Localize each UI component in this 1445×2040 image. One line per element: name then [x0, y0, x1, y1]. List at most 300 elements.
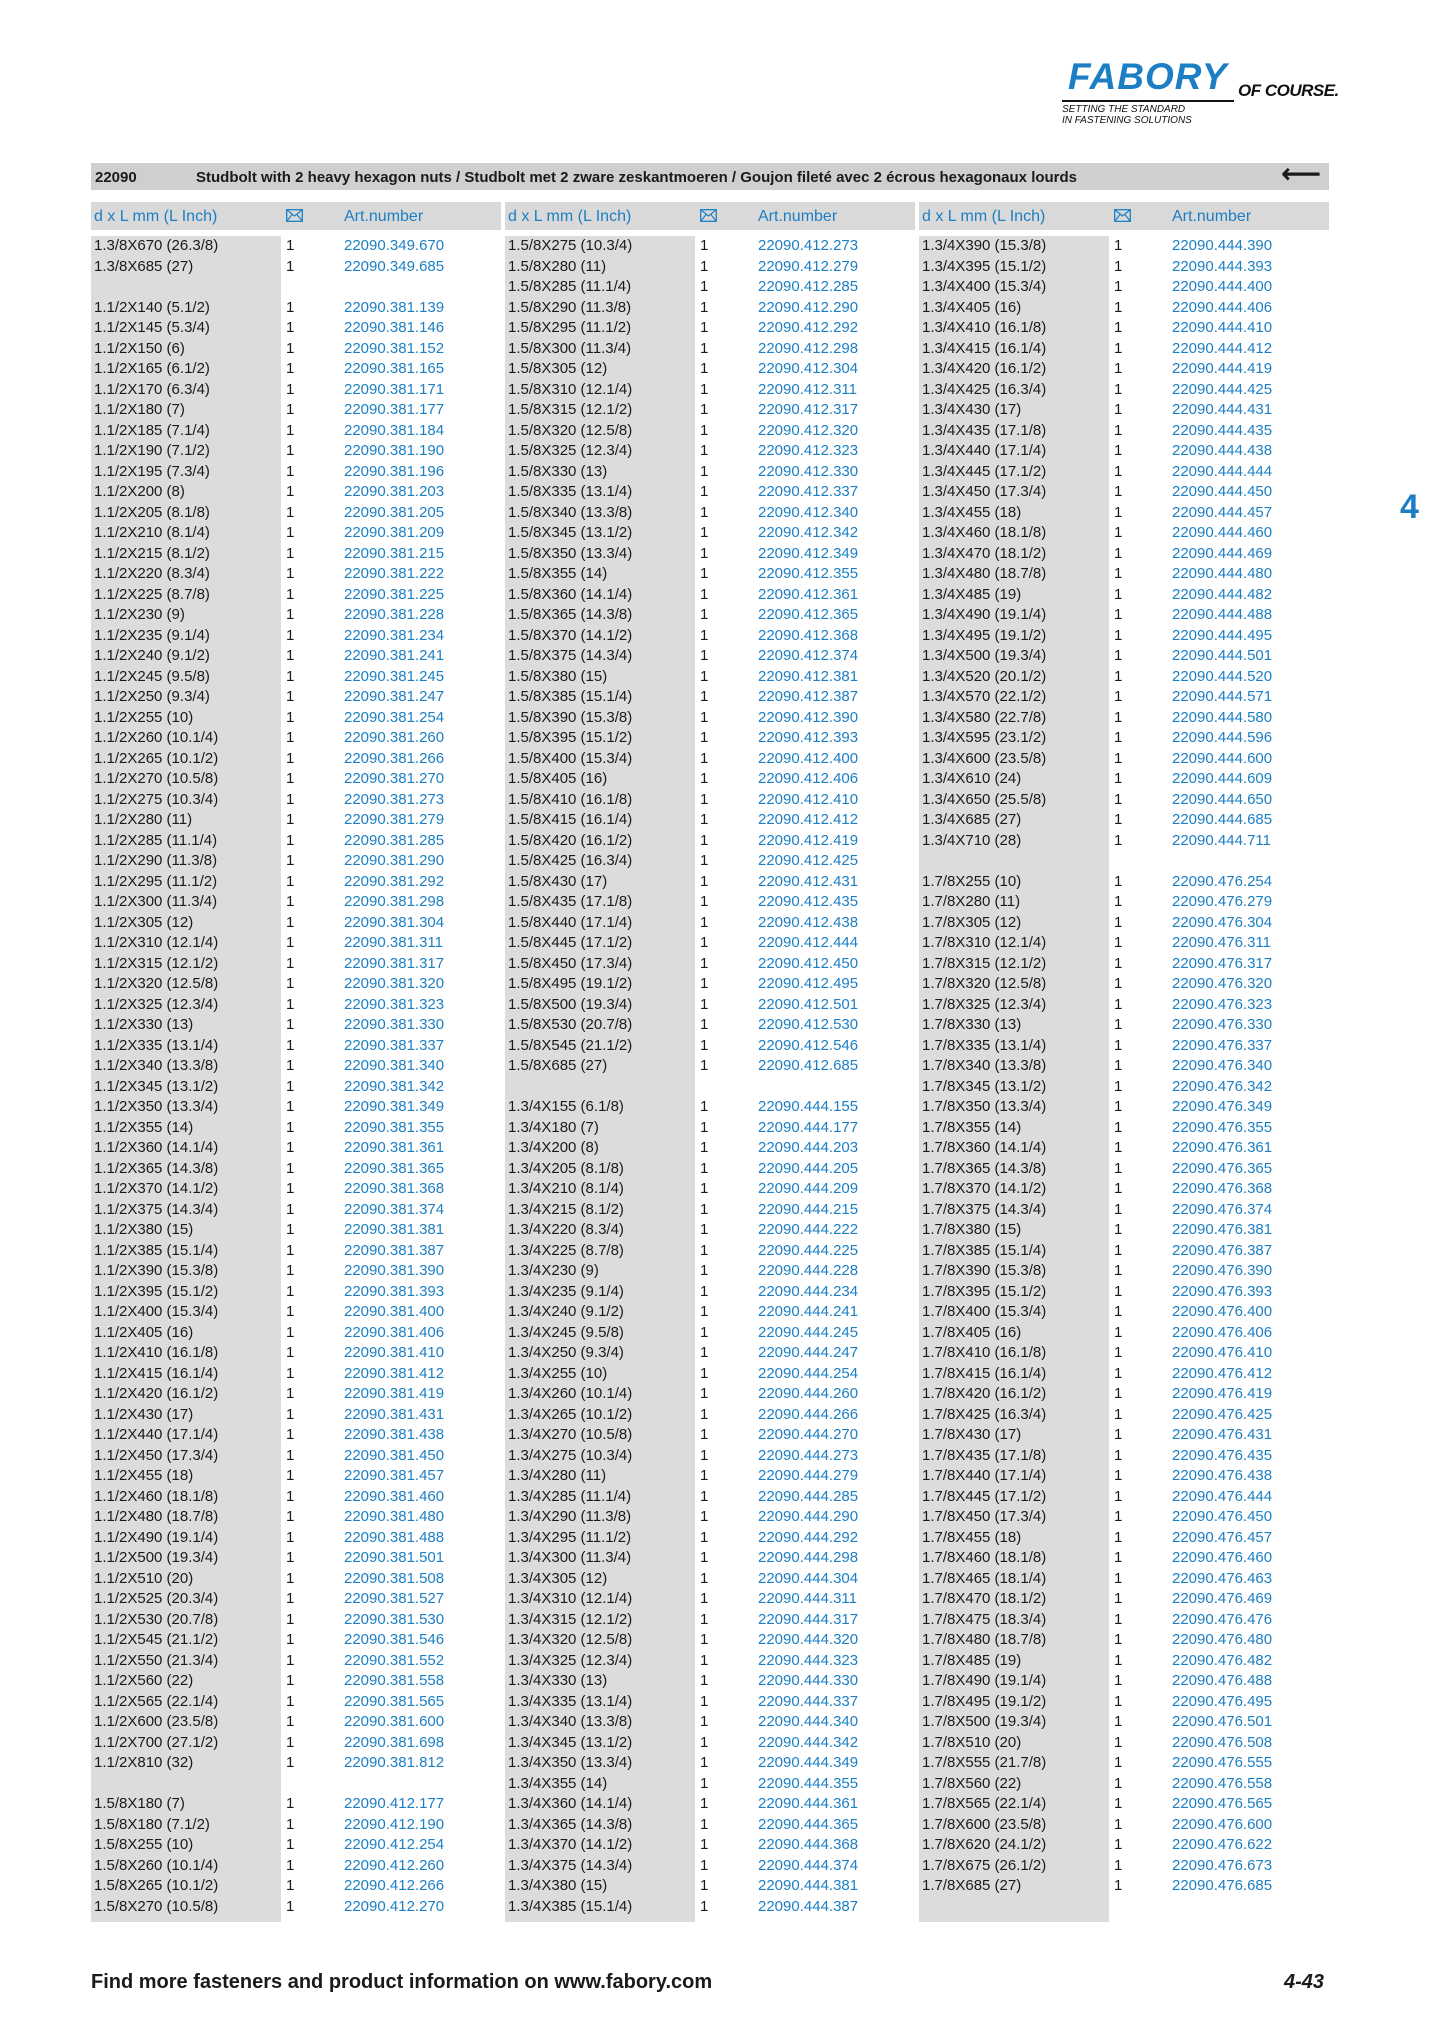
- table-row: [91, 790, 501, 811]
- article-number-link[interactable]: 22090.381.361: [344, 1139, 445, 1156]
- article-number-link[interactable]: 22090.381.152: [344, 339, 445, 357]
- header-dimension: d x L mm (L Inch): [508, 208, 632, 225]
- article-number-link[interactable]: 22090.381.552: [344, 1651, 445, 1669]
- dimension-cell: 1.1/2X460 (18.1/8): [94, 1487, 219, 1505]
- article-number-link[interactable]: 22090.476.508: [1172, 1733, 1273, 1751]
- table-row: [919, 1343, 1329, 1364]
- article-number-link[interactable]: 22090.476.381: [1172, 1221, 1273, 1238]
- quantity-cell: 1: [286, 1262, 295, 1279]
- article-number-link[interactable]: 22090.476.457: [1172, 1528, 1273, 1546]
- article-number-link[interactable]: 22090.444.469: [1172, 544, 1273, 562]
- article-number-link[interactable]: 22090.476.374: [1172, 1200, 1273, 1218]
- article-number-link[interactable]: 22090.444.374: [758, 1856, 859, 1874]
- article-number-link[interactable]: 22090.381.234: [344, 626, 445, 644]
- article-number-link[interactable]: 22090.381.460: [344, 1487, 445, 1505]
- table-row: [919, 995, 1329, 1016]
- article-number-link[interactable]: 22090.444.711: [1172, 831, 1271, 849]
- article-number-link[interactable]: 22090.381.480: [344, 1508, 445, 1525]
- article-number-link[interactable]: 22090.381.171: [344, 380, 445, 398]
- article-number-link[interactable]: 22090.381.501: [344, 1549, 445, 1566]
- article-number-link[interactable]: 22090.412.342: [758, 524, 859, 541]
- dimension-cell: 1.1/2X375 (14.3/4): [94, 1200, 219, 1218]
- article-number-link[interactable]: 22090.444.600: [1172, 749, 1273, 767]
- table-row: [505, 1384, 915, 1405]
- article-number-link[interactable]: 22090.412.546: [758, 1036, 859, 1054]
- article-number-link[interactable]: 22090.476.495: [1172, 1692, 1273, 1710]
- quantity-cell: 1: [700, 1200, 709, 1218]
- article-number-link[interactable]: 22090.476.368: [1172, 1180, 1273, 1197]
- quantity-cell: 1: [286, 1405, 295, 1423]
- article-number-link[interactable]: 22090.444.349: [758, 1754, 859, 1771]
- article-number-link[interactable]: 22090.444.355: [758, 1774, 859, 1792]
- article-number-link[interactable]: 22090.349.685: [344, 257, 445, 275]
- article-number-link[interactable]: 22090.412.290: [758, 298, 859, 316]
- article-number-link[interactable]: 22090.412.304: [758, 360, 859, 377]
- article-number-link[interactable]: 22090.444.460: [1172, 524, 1273, 541]
- article-number-link[interactable]: 22090.381.320: [344, 975, 445, 992]
- article-number-link[interactable]: 22090.381.317: [344, 954, 445, 972]
- table-row: [505, 564, 915, 585]
- quantity-cell: 1: [286, 1446, 295, 1464]
- article-number-link[interactable]: 22090.381.225: [344, 585, 445, 603]
- dimension-cell: 1.5/8X435 (17.1/8): [508, 893, 633, 910]
- article-number-link[interactable]: 22090.476.254: [1172, 872, 1273, 890]
- article-number-link[interactable]: 22090.412.495: [758, 975, 859, 992]
- article-number-link[interactable]: 22090.444.260: [758, 1385, 859, 1402]
- article-number-link[interactable]: 22090.444.520: [1172, 667, 1273, 685]
- article-number-link[interactable]: 22090.444.393: [1172, 257, 1273, 275]
- quantity-cell: 1: [1114, 688, 1123, 705]
- table-row: [91, 1507, 501, 1528]
- article-number-link[interactable]: 22090.381.215: [344, 544, 445, 562]
- quantity-cell: 1: [286, 544, 295, 562]
- article-number-link[interactable]: 22090.444.273: [758, 1446, 859, 1464]
- article-number-link[interactable]: 22090.412.355: [758, 565, 859, 582]
- article-number-link[interactable]: 22090.381.165: [344, 360, 445, 377]
- article-number-link[interactable]: 22090.381.337: [344, 1036, 445, 1054]
- article-number-link[interactable]: 22090.412.419: [758, 831, 859, 849]
- article-number-link[interactable]: 22090.476.390: [1172, 1262, 1273, 1279]
- article-number-link[interactable]: 22090.444.330: [758, 1672, 859, 1689]
- footer-link-text[interactable]: Find more fasteners and product information on www.fabory.com: [91, 1971, 713, 1993]
- article-number-link[interactable]: 22090.381.209: [344, 524, 445, 541]
- article-number-link[interactable]: 22090.444.406: [1172, 298, 1273, 316]
- article-number-link[interactable]: 22090.412.311: [758, 380, 857, 398]
- article-number-link[interactable]: 22090.381.508: [344, 1569, 445, 1587]
- quantity-cell: 1: [700, 1016, 709, 1033]
- article-number-link[interactable]: 22090.444.298: [758, 1549, 859, 1566]
- article-number-link[interactable]: 22090.444.323: [758, 1651, 859, 1669]
- article-number-link[interactable]: 22090.381.146: [344, 319, 445, 336]
- table-row: [919, 667, 1329, 688]
- article-number-link[interactable]: 22090.476.463: [1172, 1569, 1273, 1587]
- article-number-link[interactable]: 22090.444.340: [758, 1713, 859, 1730]
- article-number-link[interactable]: 22090.444.650: [1172, 790, 1273, 808]
- article-number-link[interactable]: 22090.476.387: [1172, 1241, 1273, 1259]
- article-number-link[interactable]: 22090.412.685: [758, 1057, 859, 1074]
- dimension-cell: 1.1/2X180 (7): [94, 401, 185, 418]
- article-number-link[interactable]: 22090.444.381: [758, 1877, 859, 1894]
- article-number-link[interactable]: 22090.476.673: [1172, 1856, 1273, 1874]
- article-number-link[interactable]: 22090.381.431: [344, 1405, 445, 1423]
- quantity-cell: 1: [700, 1631, 709, 1648]
- dimension-cell: 1.7/8X565 (22.1/4): [922, 1795, 1047, 1812]
- article-number-link[interactable]: 22090.412.349: [758, 544, 859, 562]
- article-number-link[interactable]: 22090.381.698: [344, 1733, 445, 1751]
- article-number-link[interactable]: 22090.381.600: [344, 1713, 445, 1730]
- article-number-link[interactable]: 22090.476.460: [1172, 1549, 1273, 1566]
- article-number-link[interactable]: 22090.381.410: [344, 1344, 445, 1361]
- dimension-cell: 1.1/2X150 (6): [94, 339, 185, 357]
- article-number-link[interactable]: 22090.412.410: [758, 790, 859, 808]
- article-number-link[interactable]: 22090.444.337: [758, 1692, 859, 1710]
- article-number-link[interactable]: 22090.444.685: [1172, 811, 1273, 828]
- article-number-link[interactable]: 22090.444.234: [758, 1282, 859, 1300]
- article-number-link[interactable]: 22090.476.311: [1172, 934, 1271, 951]
- article-number-link[interactable]: 22090.412.298: [758, 339, 859, 357]
- article-number-link[interactable]: 22090.444.241: [758, 1303, 859, 1320]
- dimension-cell: 1.5/8X370 (14.1/2): [508, 626, 633, 644]
- article-number-link[interactable]: 22090.476.279: [1172, 893, 1273, 910]
- table-row: [505, 1897, 915, 1918]
- article-number-link[interactable]: 22090.444.342: [758, 1733, 859, 1751]
- article-number-link[interactable]: 22090.444.317: [758, 1610, 859, 1628]
- article-number-link[interactable]: 22090.381.365: [344, 1159, 445, 1177]
- article-number-link[interactable]: 22090.444.279: [758, 1467, 859, 1484]
- quantity-cell: 1: [700, 1549, 709, 1566]
- article-number-link[interactable]: 22090.412.425: [758, 852, 859, 869]
- quantity-cell: 1: [1114, 237, 1123, 254]
- article-number-link[interactable]: 22090.381.279: [344, 811, 445, 828]
- article-number-link[interactable]: 22090.444.225: [758, 1241, 859, 1259]
- article-number-link[interactable]: 22090.476.337: [1172, 1036, 1273, 1054]
- article-number-link[interactable]: 22090.381.228: [344, 606, 445, 623]
- article-number-link[interactable]: 22090.381.530: [344, 1610, 445, 1628]
- article-number-link[interactable]: 22090.412.285: [758, 278, 859, 295]
- article-number-link[interactable]: 22090.444.205: [758, 1159, 859, 1177]
- table-row: [91, 318, 501, 339]
- article-number-link[interactable]: 22090.444.387: [758, 1897, 859, 1915]
- article-number-link[interactable]: 22090.381.340: [344, 1057, 445, 1074]
- article-number-link[interactable]: 22090.444.501: [1172, 647, 1273, 664]
- article-number-link[interactable]: 22090.412.279: [758, 257, 859, 275]
- article-number-link[interactable]: 22090.412.340: [758, 503, 859, 521]
- article-number-link[interactable]: 22090.381.387: [344, 1241, 445, 1259]
- article-number-link[interactable]: 22090.381.527: [344, 1590, 445, 1607]
- article-number-link[interactable]: 22090.476.435: [1172, 1446, 1273, 1464]
- article-number-link[interactable]: 22090.476.349: [1172, 1098, 1273, 1115]
- article-number-link[interactable]: 22090.476.400: [1172, 1303, 1273, 1320]
- article-number-link[interactable]: 22090.476.488: [1172, 1672, 1273, 1689]
- article-number-link[interactable]: 22090.381.241: [344, 647, 445, 664]
- article-number-link[interactable]: 22090.349.670: [344, 237, 445, 254]
- article-number-link[interactable]: 22090.444.365: [758, 1815, 859, 1833]
- article-number-link[interactable]: 22090.381.406: [344, 1323, 445, 1341]
- table-row: [91, 749, 501, 770]
- article-number-link[interactable]: 22090.381.203: [344, 483, 445, 500]
- article-number-link[interactable]: 22090.476.342: [1172, 1077, 1273, 1095]
- article-number-link[interactable]: 22090.412.266: [344, 1877, 445, 1894]
- article-number-link[interactable]: 22090.444.270: [758, 1426, 859, 1443]
- article-number-link[interactable]: 22090.476.469: [1172, 1590, 1273, 1607]
- table-row: [91, 872, 501, 893]
- dimension-cell: 1.1/2X185 (7.1/4): [94, 421, 210, 439]
- article-number-link[interactable]: 22090.476.558: [1172, 1774, 1273, 1792]
- dimension-cell: 1.3/4X445 (17.1/2): [922, 462, 1047, 480]
- article-number-link[interactable]: 22090.412.254: [344, 1836, 445, 1853]
- article-number-link[interactable]: 22090.444.390: [1172, 237, 1273, 254]
- article-number-link[interactable]: 22090.444.431: [1172, 401, 1273, 418]
- article-number-link[interactable]: 22090.412.260: [344, 1856, 445, 1874]
- article-number-link[interactable]: 22090.412.330: [758, 462, 859, 480]
- article-number-link[interactable]: 22090.444.222: [758, 1221, 859, 1238]
- article-number-link[interactable]: 22090.412.374: [758, 647, 859, 664]
- article-number-link[interactable]: 22090.444.438: [1172, 442, 1273, 459]
- article-number-link[interactable]: 22090.444.419: [1172, 360, 1273, 377]
- article-number-link[interactable]: 22090.444.254: [758, 1364, 859, 1382]
- article-number-link[interactable]: 22090.381.457: [344, 1467, 445, 1484]
- article-number-link[interactable]: 22090.444.444: [1172, 462, 1273, 480]
- back-arrow-icon[interactable]: ⟵: [1281, 158, 1322, 189]
- article-number-link[interactable]: 22090.381.393: [344, 1282, 445, 1300]
- article-number-link[interactable]: 22090.444.247: [758, 1344, 859, 1361]
- quantity-cell: 1: [1114, 1877, 1123, 1894]
- article-number-link[interactable]: 22090.412.337: [758, 483, 859, 500]
- article-number-link[interactable]: 22090.381.285: [344, 831, 445, 849]
- article-number-link[interactable]: 22090.476.431: [1172, 1426, 1273, 1443]
- article-number-link[interactable]: 22090.476.425: [1172, 1405, 1273, 1423]
- article-number-link[interactable]: 22090.381.349: [344, 1098, 445, 1115]
- article-number-link[interactable]: 22090.476.361: [1172, 1139, 1273, 1156]
- article-number-link[interactable]: 22090.412.530: [758, 1016, 859, 1033]
- article-number-link[interactable]: 22090.444.290: [758, 1508, 859, 1525]
- article-number-link[interactable]: 22090.444.457: [1172, 503, 1273, 521]
- article-number-link[interactable]: 22090.381.390: [344, 1262, 445, 1279]
- dimension-cell: 1.1/2X565 (22.1/4): [94, 1692, 219, 1710]
- article-number-link[interactable]: 22090.381.311: [344, 934, 443, 951]
- article-number-link[interactable]: 22090.444.245: [758, 1323, 859, 1341]
- article-number-link[interactable]: 22090.412.270: [344, 1897, 445, 1915]
- logo-tagline-line1: SETTING THE STANDARD: [1062, 104, 1186, 115]
- article-number-link[interactable]: 22090.444.203: [758, 1139, 859, 1156]
- article-number-link[interactable]: 22090.381.558: [344, 1672, 445, 1689]
- article-number-link[interactable]: 22090.412.438: [758, 913, 859, 931]
- article-number-link[interactable]: 22090.381.412: [344, 1364, 445, 1382]
- article-number-link[interactable]: 22090.381.266: [344, 749, 445, 767]
- table-row: [91, 1569, 501, 1590]
- article-number-link[interactable]: 22090.444.571: [1172, 688, 1273, 705]
- article-number-link[interactable]: 22090.444.155: [758, 1098, 859, 1115]
- article-number-link[interactable]: 22090.444.609: [1172, 770, 1273, 787]
- article-number-link[interactable]: 22090.381.565: [344, 1692, 445, 1710]
- article-number-link[interactable]: 22090.381.330: [344, 1016, 445, 1033]
- dimension-cell: 1.1/2X450 (17.3/4): [94, 1446, 219, 1464]
- article-number-link[interactable]: 22090.412.390: [758, 708, 859, 726]
- quantity-cell: 1: [1114, 1795, 1123, 1812]
- article-number-link[interactable]: 22090.381.270: [344, 770, 445, 787]
- article-number-link[interactable]: 22090.444.425: [1172, 380, 1273, 398]
- article-number-link[interactable]: 22090.381.488: [344, 1528, 445, 1546]
- article-number-link[interactable]: 22090.381.381: [344, 1221, 445, 1238]
- article-number-link[interactable]: 22090.444.480: [1172, 565, 1273, 582]
- article-number-link[interactable]: 22090.412.412: [758, 811, 859, 828]
- article-number-link[interactable]: 22090.412.393: [758, 729, 859, 746]
- article-number-link[interactable]: 22090.476.393: [1172, 1282, 1273, 1300]
- article-number-link[interactable]: 22090.444.361: [758, 1795, 859, 1812]
- table-row: [505, 1548, 915, 1569]
- article-number-link[interactable]: 22090.444.320: [758, 1631, 859, 1648]
- article-number-link[interactable]: 22090.476.450: [1172, 1508, 1273, 1525]
- article-number-link[interactable]: 22090.381.400: [344, 1303, 445, 1320]
- table-row: [91, 1302, 501, 1323]
- article-number-link[interactable]: 22090.412.365: [758, 606, 859, 623]
- article-number-link[interactable]: 22090.444.311: [758, 1590, 857, 1607]
- article-number-link[interactable]: 22090.444.304: [758, 1569, 859, 1587]
- article-number-link[interactable]: 22090.381.368: [344, 1180, 445, 1197]
- article-number-link[interactable]: 22090.444.580: [1172, 708, 1273, 726]
- article-number-link[interactable]: 22090.444.209: [758, 1180, 859, 1197]
- article-number-link[interactable]: 22090.412.450: [758, 954, 859, 972]
- table-column-2: [505, 236, 915, 1917]
- article-number-link[interactable]: 22090.381.205: [344, 503, 445, 521]
- table-row: [91, 708, 501, 729]
- article-number-link[interactable]: 22090.412.431: [758, 872, 859, 890]
- article-number-link[interactable]: 22090.412.444: [758, 934, 859, 951]
- article-number-link[interactable]: 22090.381.546: [344, 1631, 445, 1648]
- article-number-link[interactable]: 22090.412.320: [758, 421, 859, 439]
- article-number-link[interactable]: 22090.381.273: [344, 790, 445, 808]
- article-number-link[interactable]: 22090.476.685: [1172, 1877, 1273, 1894]
- article-number-link[interactable]: 22090.381.290: [344, 852, 445, 869]
- table-row: [505, 1487, 915, 1508]
- dimension-cell: 1.7/8X390 (15.3/8): [922, 1262, 1047, 1279]
- article-number-link[interactable]: 22090.476.330: [1172, 1016, 1273, 1033]
- article-number-link[interactable]: 22090.444.495: [1172, 626, 1273, 644]
- article-number-link[interactable]: 22090.444.596: [1172, 729, 1273, 746]
- article-number-link[interactable]: 22090.412.400: [758, 749, 859, 767]
- article-number-link[interactable]: 22090.476.412: [1172, 1364, 1273, 1382]
- article-number-link[interactable]: 22090.412.361: [758, 585, 859, 603]
- article-number-link[interactable]: 22090.381.196: [344, 462, 445, 480]
- article-number-link[interactable]: 22090.381.355: [344, 1118, 445, 1136]
- article-number-link[interactable]: 22090.476.317: [1172, 954, 1273, 972]
- article-number-link[interactable]: 22090.444.412: [1172, 339, 1273, 357]
- article-number-link[interactable]: 22090.412.381: [758, 667, 859, 685]
- article-number-link[interactable]: 22090.412.323: [758, 442, 859, 459]
- article-number-link[interactable]: 22090.412.368: [758, 626, 859, 644]
- table-row: [505, 1671, 915, 1692]
- article-number-link[interactable]: 22090.412.177: [344, 1795, 445, 1812]
- article-number-link[interactable]: 22090.476.340: [1172, 1057, 1273, 1074]
- envelope-icon: [1114, 209, 1131, 222]
- table-row: [505, 790, 915, 811]
- article-number-link[interactable]: 22090.381.342: [344, 1077, 445, 1095]
- article-number-link[interactable]: 22090.476.438: [1172, 1467, 1273, 1484]
- quantity-cell: 1: [700, 1139, 709, 1156]
- article-number-link[interactable]: 22090.444.215: [758, 1200, 859, 1218]
- table-row: [505, 1466, 915, 1487]
- table-row: [91, 1159, 501, 1180]
- article-number-link[interactable]: 22090.444.177: [758, 1118, 859, 1136]
- article-number-link[interactable]: 22090.381.139: [344, 298, 445, 316]
- article-number-link[interactable]: 22090.444.410: [1172, 319, 1273, 336]
- article-number-link[interactable]: 22090.412.292: [758, 319, 859, 336]
- article-number-link[interactable]: 22090.381.222: [344, 565, 445, 582]
- dimension-cell: 1.1/2X265 (10.1/2): [94, 749, 219, 767]
- article-number-link[interactable]: 22090.381.184: [344, 421, 445, 439]
- article-number-link[interactable]: 22090.476.406: [1172, 1323, 1273, 1341]
- article-number-link[interactable]: 22090.444.228: [758, 1262, 859, 1279]
- article-number-link[interactable]: 22090.476.323: [1172, 995, 1273, 1013]
- article-number-link[interactable]: 22090.444.482: [1172, 585, 1273, 603]
- article-number-link[interactable]: 22090.476.555: [1172, 1754, 1273, 1771]
- article-number-link[interactable]: 22090.444.292: [758, 1528, 859, 1546]
- article-number-link[interactable]: 22090.476.365: [1172, 1159, 1273, 1177]
- quantity-cell: 1: [700, 1323, 709, 1341]
- table-row: [505, 257, 915, 278]
- article-number-link[interactable]: 22090.476.565: [1172, 1795, 1273, 1812]
- article-number-link[interactable]: 22090.412.435: [758, 893, 859, 910]
- article-number-link[interactable]: 22090.476.476: [1172, 1610, 1273, 1628]
- article-number-link[interactable]: 22090.476.622: [1172, 1836, 1273, 1853]
- article-number-link[interactable]: 22090.381.247: [344, 688, 445, 705]
- article-number-link[interactable]: 22090.476.444: [1172, 1487, 1273, 1505]
- article-number-link[interactable]: 22090.476.304: [1172, 913, 1273, 931]
- article-number-link[interactable]: 22090.412.387: [758, 688, 859, 705]
- article-number-link[interactable]: 22090.381.812: [344, 1754, 445, 1771]
- article-number-link[interactable]: 22090.381.190: [344, 442, 445, 459]
- article-number-link[interactable]: 22090.381.438: [344, 1426, 445, 1443]
- article-number-link[interactable]: 22090.476.410: [1172, 1344, 1273, 1361]
- article-number-link[interactable]: 22090.444.266: [758, 1405, 859, 1423]
- article-number-link[interactable]: 22090.476.419: [1172, 1385, 1273, 1402]
- article-number-link[interactable]: 22090.381.450: [344, 1446, 445, 1464]
- dimension-cell: 1.3/8X670 (26.3/8): [94, 237, 219, 254]
- article-number-link[interactable]: 22090.381.419: [344, 1385, 445, 1402]
- dimension-cell: 1.5/8X315 (12.1/2): [508, 401, 633, 418]
- article-number-link[interactable]: 22090.381.298: [344, 893, 445, 910]
- article-number-link[interactable]: 22090.444.400: [1172, 278, 1273, 295]
- article-number-link[interactable]: 22090.381.254: [344, 708, 445, 726]
- article-number-link[interactable]: 22090.381.374: [344, 1200, 445, 1218]
- article-number-link[interactable]: 22090.381.292: [344, 872, 445, 890]
- article-number-link[interactable]: 22090.381.177: [344, 401, 445, 418]
- quantity-cell: 1: [286, 913, 295, 931]
- article-number-link[interactable]: 22090.444.450: [1172, 483, 1273, 500]
- quantity-cell: 1: [286, 442, 295, 459]
- article-number-link[interactable]: 22090.412.190: [344, 1815, 445, 1833]
- article-number-link[interactable]: 22090.412.406: [758, 770, 859, 787]
- article-number-link[interactable]: 22090.381.304: [344, 913, 445, 931]
- article-number-link[interactable]: 22090.476.480: [1172, 1631, 1273, 1648]
- article-number-link[interactable]: 22090.444.285: [758, 1487, 859, 1505]
- article-number-link[interactable]: 22090.444.488: [1172, 606, 1273, 623]
- article-number-link[interactable]: 22090.476.355: [1172, 1118, 1273, 1136]
- article-number-link[interactable]: 22090.476.482: [1172, 1651, 1273, 1669]
- article-number-link[interactable]: 22090.476.320: [1172, 975, 1273, 992]
- article-number-link[interactable]: 22090.476.600: [1172, 1815, 1273, 1833]
- article-number-link[interactable]: 22090.444.368: [758, 1836, 859, 1853]
- article-number-link[interactable]: 22090.412.317: [758, 401, 859, 418]
- article-number-link[interactable]: 22090.412.273: [758, 237, 859, 254]
- article-number-link[interactable]: 22090.381.260: [344, 729, 445, 746]
- article-number-link[interactable]: 22090.476.501: [1172, 1713, 1273, 1730]
- article-number-link[interactable]: 22090.381.245: [344, 667, 445, 685]
- table-row: [91, 1384, 501, 1405]
- article-number-link[interactable]: 22090.381.323: [344, 995, 445, 1013]
- article-number-link[interactable]: 22090.444.435: [1172, 421, 1273, 439]
- article-number-link[interactable]: 22090.412.501: [758, 995, 859, 1013]
